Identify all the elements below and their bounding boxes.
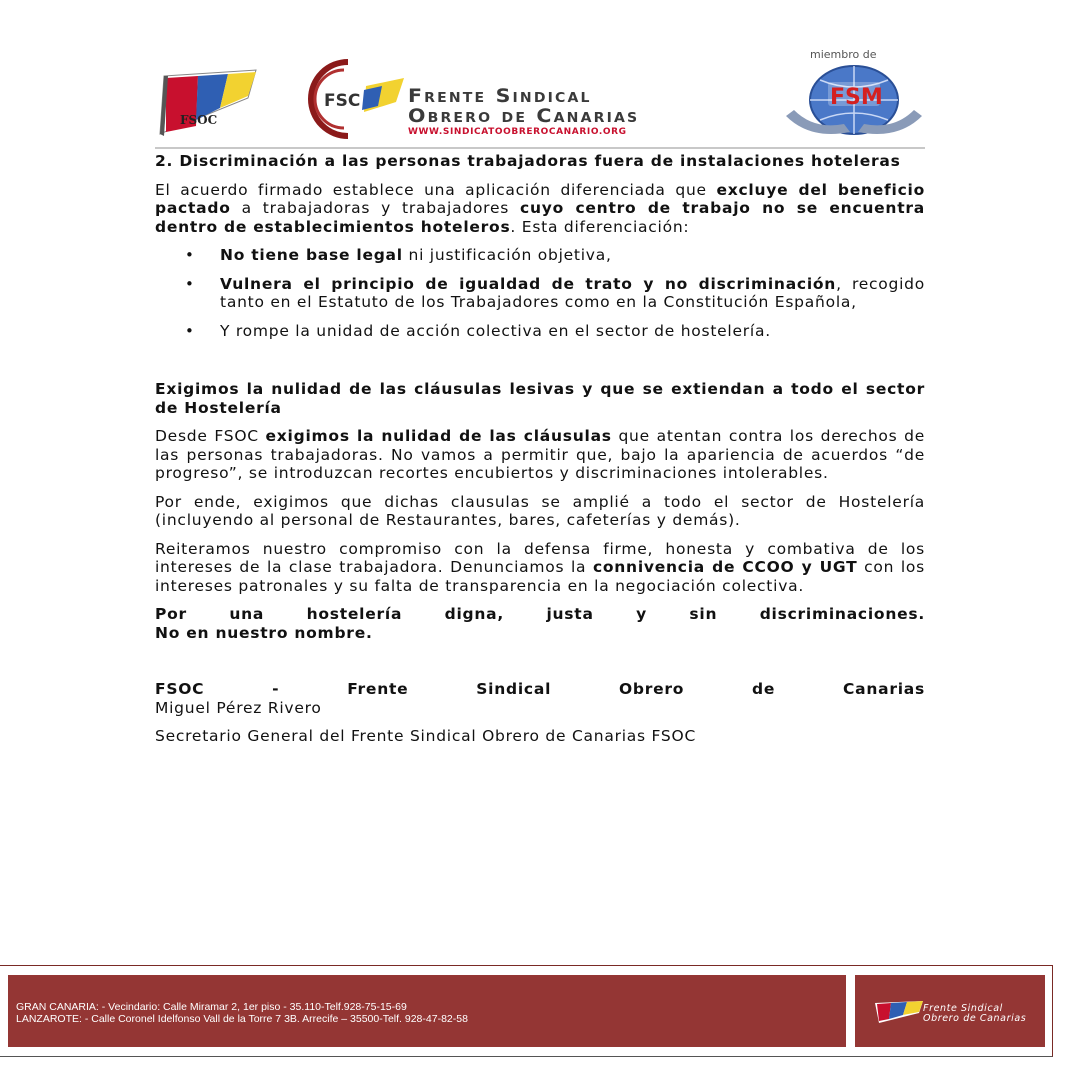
section-2-heading: 2. Discriminación a las personas trabajadoras fuera de instalaciones hoteleras xyxy=(155,152,901,170)
bold-run: exigimos la nulidad de las cláusulas xyxy=(265,427,612,445)
closing-statement xyxy=(155,605,925,642)
footer-logo-panel xyxy=(855,975,1045,1047)
fsc-logo-text: FSC xyxy=(324,91,361,111)
org-name-line2: Obrero de Canarias xyxy=(408,105,640,127)
text-run: El acuerdo firmado establece una aplicación diferenciada que xyxy=(155,180,717,199)
section-3-paragraph-1 xyxy=(155,427,925,483)
bold-run: connivencia de CCOO y UGT xyxy=(592,558,858,576)
text-run: a trabajadoras y trabajadores xyxy=(230,199,521,217)
fsm-logo-text: FSM xyxy=(830,85,883,110)
footer-address-panel xyxy=(8,975,846,1047)
text-run: que atentan contra los derechos de las personas trabajadoras. No vamos a permitir que, bajo la apariencia de acuerdos “de progreso”, se introduzcan recortes encubiertos y discriminaciones intolerables. xyxy=(155,427,926,482)
section-2-paragraph xyxy=(155,181,925,237)
section-3-paragraph-3 xyxy=(155,540,925,596)
fsoc-logo-text: FSOC xyxy=(180,113,218,127)
text-run: ni justificación objetiva, xyxy=(402,246,612,264)
bold-run: No tiene base legal xyxy=(220,246,403,264)
text-run: Desde FSOC xyxy=(155,427,266,445)
bold-run: excluye del beneficio pactado xyxy=(155,180,925,217)
letterhead xyxy=(150,48,930,148)
discrimination-bullet-list xyxy=(155,246,925,340)
signature-name: Miguel Pérez Rivero xyxy=(155,698,322,717)
section-3-heading: Exigimos la nulidad de las cláusulas lesivas y que se extiendan a todo el sector de Hostelería xyxy=(155,380,925,417)
address-gran-canaria: GRAN CANARIA: - Vecindario: Calle Miramar 2, 1er piso - 35.110-Telf.928-75-15-69 xyxy=(16,1001,407,1013)
text-run: Reiteramos nuestro compromiso con la defensa firme, honesta y combativa de los intereses de la clase trabajadora. Denunciamos la xyxy=(155,539,925,576)
signature-title: Secretario General del Frente Sindical Obrero de Canarias FSOC xyxy=(155,727,697,745)
footer-logo-line1: Frente Sindical xyxy=(923,1003,1003,1014)
letter-body xyxy=(155,152,925,756)
signature-org: FSOC - Frente Sindical Obrero de Canarias xyxy=(155,680,925,698)
org-name-block xyxy=(408,85,640,137)
org-logo xyxy=(308,56,718,142)
text-run: Y rompe la unidad de acción colectiva en el sector de hostelería. xyxy=(220,321,771,340)
closing-line-1: Por una hostelería digna, justa y sin discriminaciones. xyxy=(155,605,925,623)
fsc-emblem-icon xyxy=(308,56,408,142)
bold-run: Vulnera el principio de igualdad de trato y no discriminación xyxy=(220,274,837,293)
fsoc-flag-logo xyxy=(156,68,264,138)
fsm-caption: miembro de xyxy=(810,48,877,61)
list-item xyxy=(155,322,925,341)
footer-addresses xyxy=(16,1001,468,1025)
footer-flag-icon xyxy=(873,999,925,1025)
fsm-globe-icon xyxy=(780,60,928,140)
text-run: . Esta diferenciación: xyxy=(510,217,690,236)
text-run: con los intereses patronales y su falta de transparencia en la negociación colectiva. xyxy=(155,558,925,595)
org-website: WWW.SINDICATOOBREROCANARIO.ORG xyxy=(408,127,627,137)
footer-logo-text xyxy=(923,1004,1026,1024)
closing-line-2: No en nuestro nombre. xyxy=(155,623,373,642)
signature-block xyxy=(155,680,925,717)
footer-logo-line2: Obrero de Canarias xyxy=(923,1013,1027,1024)
header-divider xyxy=(155,147,925,149)
text-run: , recogido tanto en el Estatuto de los Trabajadores como en la Constitución Española, xyxy=(220,274,925,311)
fsm-member-logo xyxy=(780,48,928,140)
org-name-line1: Frente Sindical xyxy=(408,85,592,107)
section-3-paragraph-2: Por ende, exigimos que dichas clausulas se amplié a todo el sector de Hostelería (incluyendo al personal de Restaurantes, bares, cafeterías y demás). xyxy=(155,492,925,529)
list-item xyxy=(155,246,925,265)
page-footer xyxy=(0,965,1053,1057)
bold-run: cuyo centro de trabajo no se encuentra dentro de establecimientos hoteleros xyxy=(155,199,925,236)
list-item xyxy=(155,275,925,312)
address-lanzarote: LANZAROTE: - Calle Coronel Idelfonso Vall de la Torre 7 3B. Arrecife – 35500-Telf. 928-47-82-58 xyxy=(16,1013,468,1025)
